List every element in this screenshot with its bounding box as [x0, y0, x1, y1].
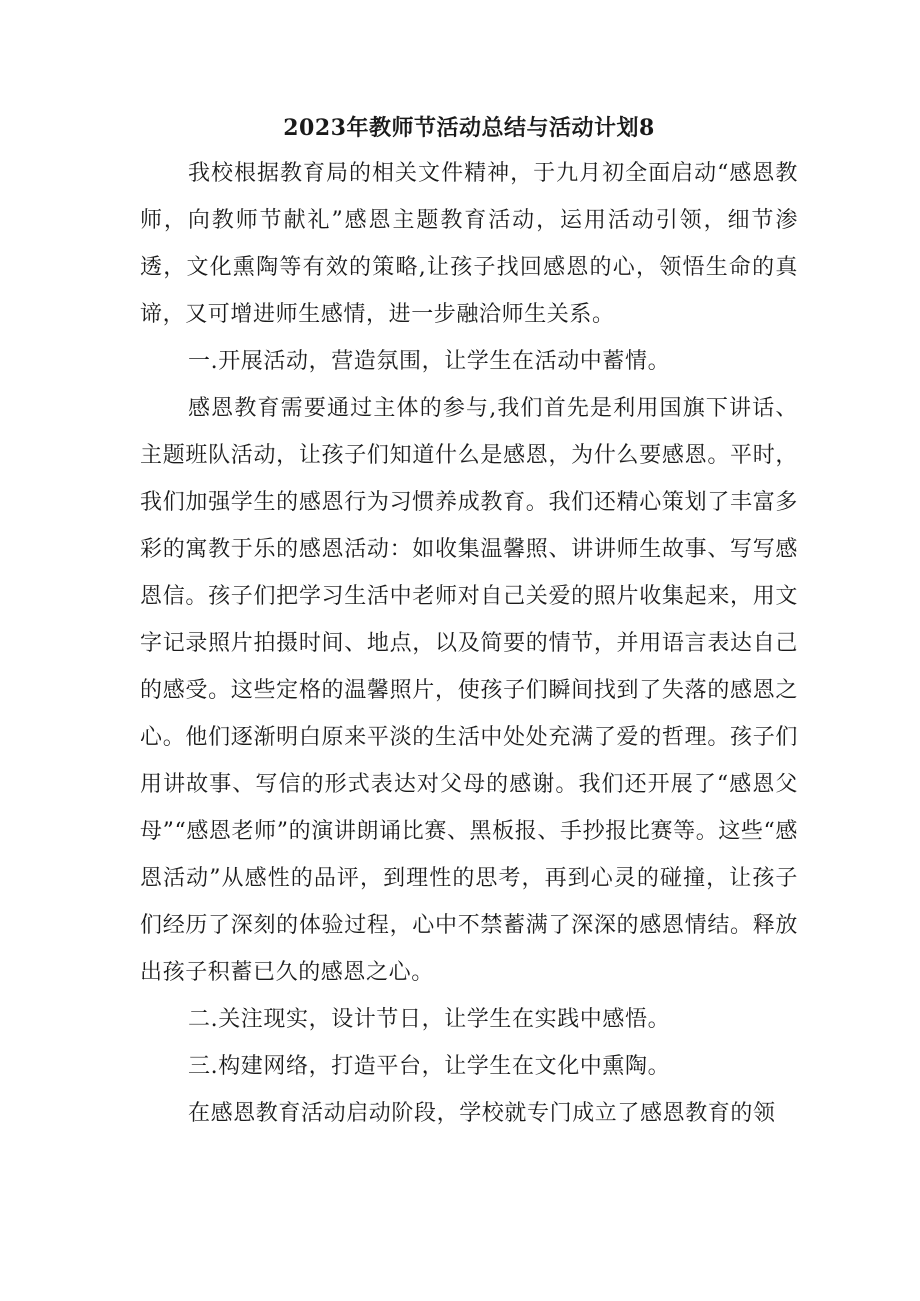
paragraph-section-one-heading: 一.开展活动，营造氛围，让学生在活动中蓄情。: [188, 349, 671, 374]
document-page: [140, 108, 798, 1137]
paragraph-section-three-heading: 三.构建网络，打造平台，让学生在文化中熏陶。: [188, 1054, 671, 1079]
paragraph-section-one-body: 感恩教育需要通过主体的参与,我们首先是利用国旗下讲话、主题班队活动，让孩子们知道什么是感恩，为什么要感恩。平时，我们加强学生的感恩行为习惯养成教育。我们还精心策划了丰富多彩的寓教于乐的感恩活动：如收集温馨照、讲讲师生故事、写写感恩信。孩子们把学习生活中老师对自己关爱的照片收集起来，用文字记录照片拍摄时间、地点，以及简要的情节，并用语言表达自己的感受。这些定格的温馨照片，使孩子们瞬间找到了失落的感恩之心。他们逐渐明白原来平淡的生活中处处充满了爱的哲理。孩子们用讲故事、写信的形式表达对父母的感谢。我们还开展了“感恩父母”“感恩老师”的演讲朗诵比赛、黑板报、手抄报比赛等。这些“感恩活动”从感性的品评，到理性的思考，再到心灵的碰撞，让孩子们经历了深刻的体验过程，心中不禁蓄满了深深的感恩情结。释放出孩子积蓄已久的感恩之心。: [140, 396, 798, 985]
paragraph-section-two-heading: 二.关注现实，设计节日，让学生在实践中感悟。: [188, 1007, 671, 1032]
paragraph-intro: 我校根据教育局的相关文件精神，于九月初全面启动“感恩教师，向教师节献礼”感恩主题教育活动，运用活动引领，细节渗透，文化熏陶等有效的策略,让孩子找回感恩的心，领悟生命的真谛，又可增进师生感情，进一步融洽师生关系。: [140, 161, 798, 327]
paragraph-section-three-body: 在感恩教育活动启动阶段，学校就专门成立了感恩教育的领: [188, 1101, 776, 1126]
document-title: 2023年教师节活动总结与活动计划8: [283, 115, 655, 141]
